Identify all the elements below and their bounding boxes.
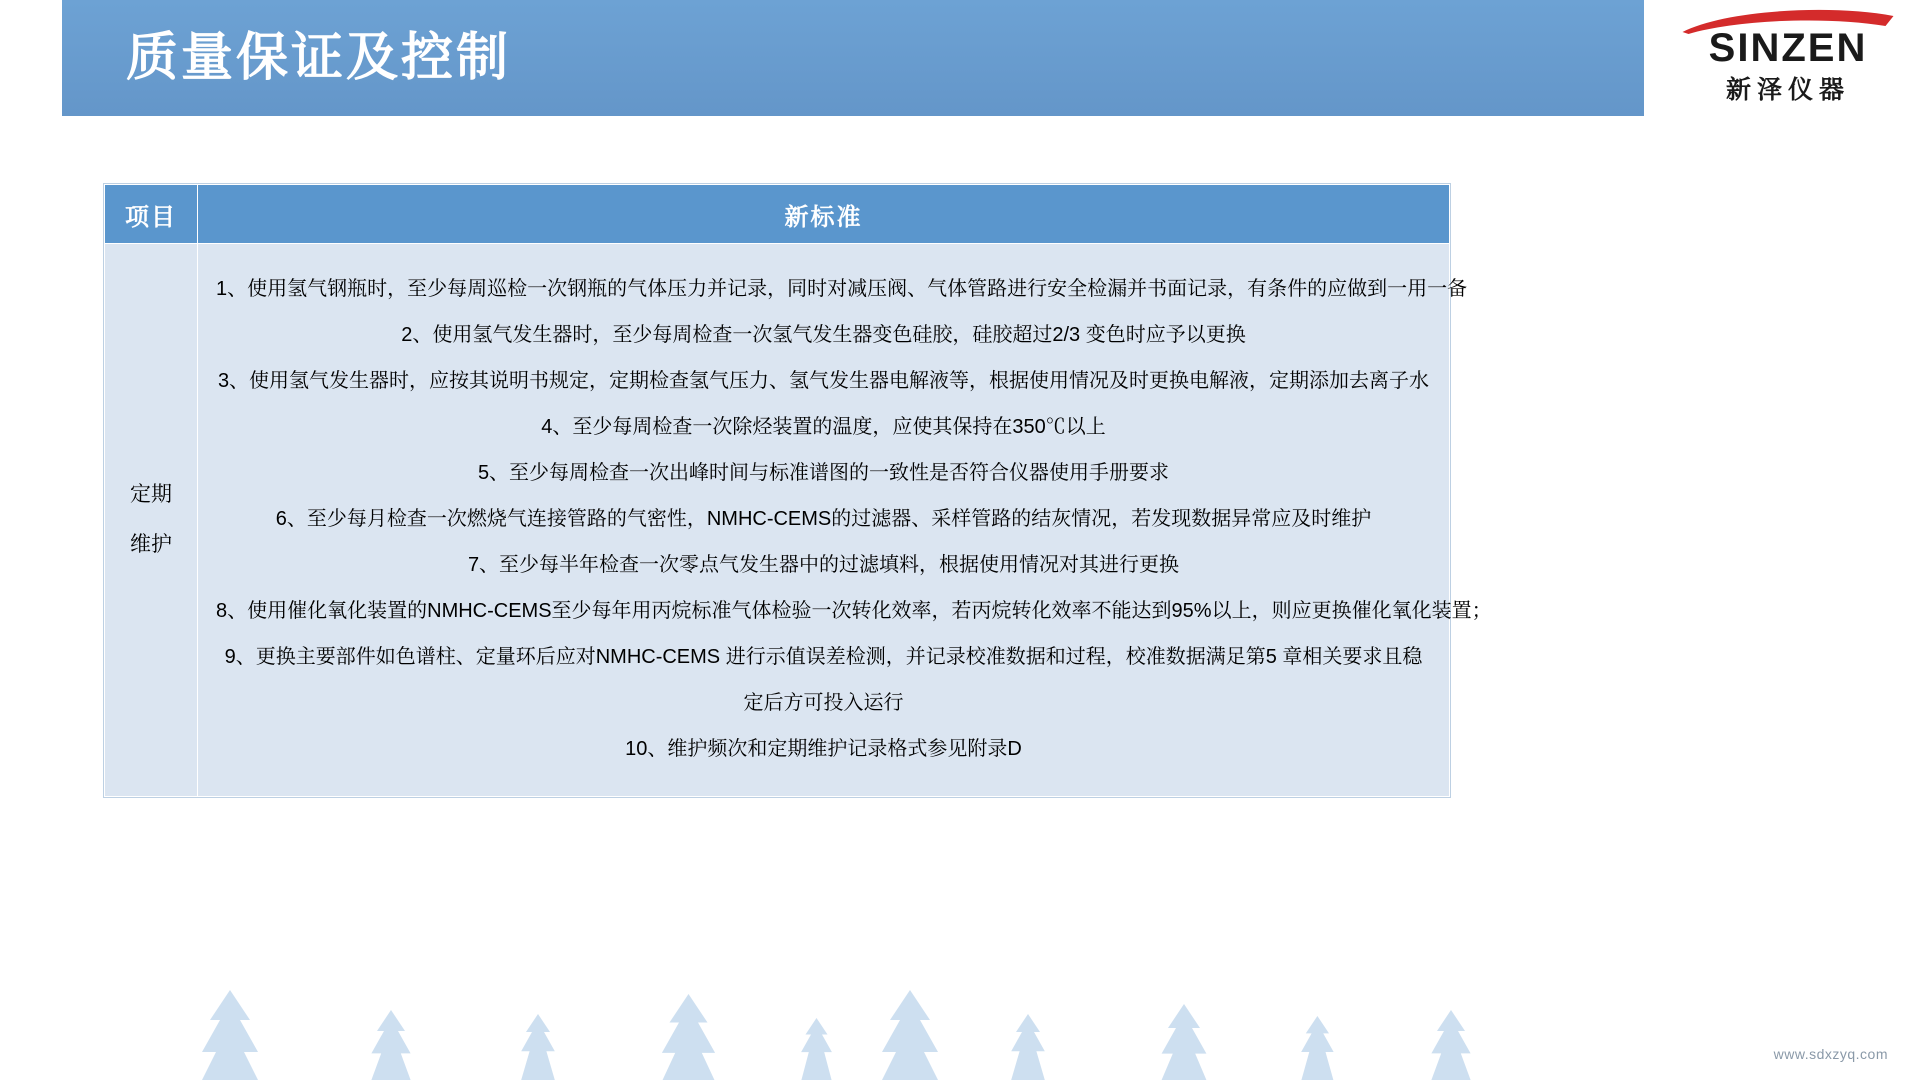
column-header-new-standard: 新标准 bbox=[198, 185, 1450, 244]
company-logo bbox=[1672, 6, 1904, 106]
table-row bbox=[105, 244, 1450, 797]
row-label-line-2: 维护 bbox=[130, 533, 172, 556]
table-header-row bbox=[105, 185, 1450, 244]
rule-item: 6、至少每月检查一次燃烧气连接管路的气密性，NMHC-CEMS的过滤器、采样管路的结灰情况，若发现数据异常应及时维护 bbox=[275, 508, 1372, 530]
rule-item: 2、使用氢气发生器时，至少每周检查一次氢气发生器变色硅胶，硅胶超过2/3 变色时应予以更换 bbox=[401, 324, 1246, 346]
rule-item: 10、维护频次和定期维护记录格式参见附录D bbox=[625, 738, 1022, 760]
page-title: 质量保证及控制 bbox=[126, 29, 512, 87]
site-watermark: www.sdxzyq.com bbox=[1773, 1046, 1888, 1062]
logo-english-text: SINZEN bbox=[1708, 26, 1868, 70]
rule-item: 1、使用氢气钢瓶时，至少每周巡检一次钢瓶的气体压力并记录，同时对减压阀、气体管路进行安全检漏并书面记录，有条件的应做到一用一备 bbox=[216, 278, 1468, 300]
maintenance-rules-cell bbox=[198, 244, 1492, 797]
decorative-tree-row bbox=[0, 990, 1920, 1080]
row-label-regular-maintenance bbox=[105, 244, 198, 797]
rule-item: 8、使用催化氧化装置的NMHC-CEMS至少每年用丙烷标准气体检验一次转化效率，若丙烷转化效率不能达到95%以上，则应更换催化氧化装置； bbox=[216, 600, 1492, 622]
rule-item: 5、至少每周检查一次出峰时间与标准谱图的一致性是否符合仪器使用手册要求 bbox=[477, 462, 1170, 484]
standards-table bbox=[104, 184, 1492, 797]
rule-item: 3、使用氢气发生器时，应按其说明书规定，定期检查氢气压力、氢气发生器电解液等，根据使用情况及时更换电解液，定期添加去离子水 bbox=[217, 370, 1430, 392]
column-header-item: 项目 bbox=[105, 185, 198, 244]
rule-item: 9、更换主要部件如色谱柱、定量环后应对NMHC-CEMS 进行示值误差检测，并记录校准数据和过程，校准数据满足第5 章相关要求且稳定后方可投入运行 bbox=[224, 646, 1423, 714]
row-label-line-1: 定期 bbox=[130, 483, 172, 506]
rule-item: 4、至少每周检查一次除烃装置的温度，应使其保持在350℃以上 bbox=[541, 416, 1106, 438]
logo-chinese-text: 新泽仪器 bbox=[1725, 76, 1850, 104]
table-head bbox=[105, 185, 1450, 244]
standards-table-container bbox=[103, 183, 1492, 798]
rule-item: 7、至少每半年检查一次零点气发生器中的过滤填料，根据使用情况对其进行更换 bbox=[467, 554, 1180, 576]
table-body bbox=[105, 244, 1492, 797]
slide-header-bar bbox=[62, 0, 1644, 116]
tree-pattern-icon bbox=[0, 990, 1920, 1080]
